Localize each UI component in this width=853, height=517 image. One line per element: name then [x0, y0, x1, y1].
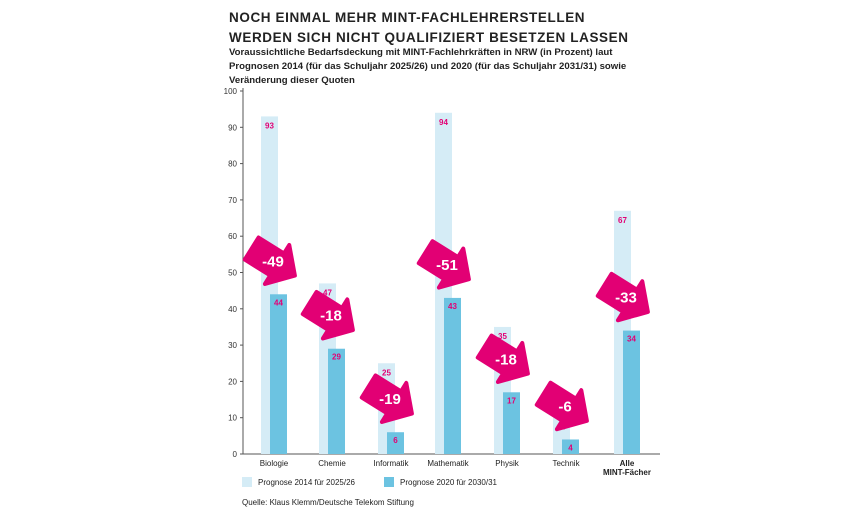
category-label — [603, 459, 651, 477]
category-label-line: Chemie — [318, 459, 346, 468]
legend-swatch-2014 — [242, 477, 252, 487]
change-label: -18 — [320, 307, 342, 325]
chart-title: NOCH EINMAL MEHR MINT-FACHLEHRERSTELLEN WERDEN SICH NICHT QUALIFIZIERT BESETZEN LASSEN — [229, 10, 629, 45]
y-tick-label: 60 — [228, 232, 237, 242]
value-label-2014: 67 — [618, 215, 627, 225]
change-label: -33 — [615, 289, 637, 307]
chart-subtitle: Voraussichtliche Bedarfsdeckung mit MINT-Fachlehrkräften in NRW (in Prozent) laut Prognosen 2014 (für das Schuljahr 2025/26) und 2020 (für das Schuljahr 2031/31) sowie Veränderung dieser Quoten — [229, 47, 627, 86]
y-tick-label: 30 — [228, 341, 237, 351]
category-label-line: Technik — [552, 459, 580, 468]
y-tick-label: 50 — [228, 268, 237, 278]
category-label-line: Biologie — [259, 459, 289, 468]
y-tick-label: 20 — [228, 377, 237, 387]
value-label-2020: 6 — [393, 436, 398, 446]
y-tick-label: 70 — [228, 195, 237, 205]
bar-2020 — [270, 294, 287, 454]
value-label-2014: 25 — [382, 368, 391, 378]
legend-label-2020: Prognose 2020 für 2030/31 — [400, 478, 497, 487]
value-label-2014: 35 — [498, 331, 507, 341]
value-label-2020: 44 — [274, 298, 283, 308]
category-label-line: Alle — [619, 459, 635, 468]
y-tick-label: 90 — [228, 123, 237, 133]
category-label-line: Mathematik — [427, 459, 469, 468]
y-tick-label: 40 — [228, 304, 237, 314]
category-label — [427, 459, 469, 468]
value-label-2020: 29 — [332, 352, 341, 362]
change-label: -18 — [495, 351, 517, 369]
source-note: Quelle: Klaus Klemm/Deutsche Telekom Stiftung — [242, 498, 414, 507]
legend-label-2014: Prognose 2014 für 2025/26 — [258, 478, 355, 487]
bar-2020 — [623, 331, 640, 454]
change-label: -19 — [379, 391, 401, 409]
value-label-2020: 17 — [507, 396, 516, 406]
category-label — [373, 459, 409, 468]
bar-2020 — [328, 349, 345, 454]
value-label-2014: 94 — [439, 117, 448, 127]
category-label — [260, 459, 289, 468]
value-label-2020: 4 — [568, 443, 573, 453]
value-label-2020: 34 — [627, 334, 636, 344]
value-label-2014: 93 — [265, 121, 274, 131]
y-tick-label: 100 — [223, 87, 237, 96]
y-tick-label: 10 — [228, 413, 237, 423]
y-tick-label: 80 — [228, 159, 237, 169]
value-label-2020: 43 — [448, 301, 457, 311]
category-label-line: Physik — [495, 459, 519, 468]
value-label-2014: 47 — [323, 288, 332, 298]
category-label — [552, 459, 580, 468]
category-label — [318, 459, 346, 468]
y-tick-label: 0 — [232, 450, 237, 459]
change-label: -51 — [436, 256, 458, 274]
bar-2020 — [444, 298, 461, 454]
category-label-line: MINT-Fächer — [602, 468, 652, 477]
category-label-line: Informatik — [373, 459, 409, 468]
legend-swatch-2020 — [384, 477, 394, 487]
change-label: -6 — [558, 398, 572, 416]
change-label: -49 — [262, 253, 284, 271]
category-label — [495, 459, 520, 468]
